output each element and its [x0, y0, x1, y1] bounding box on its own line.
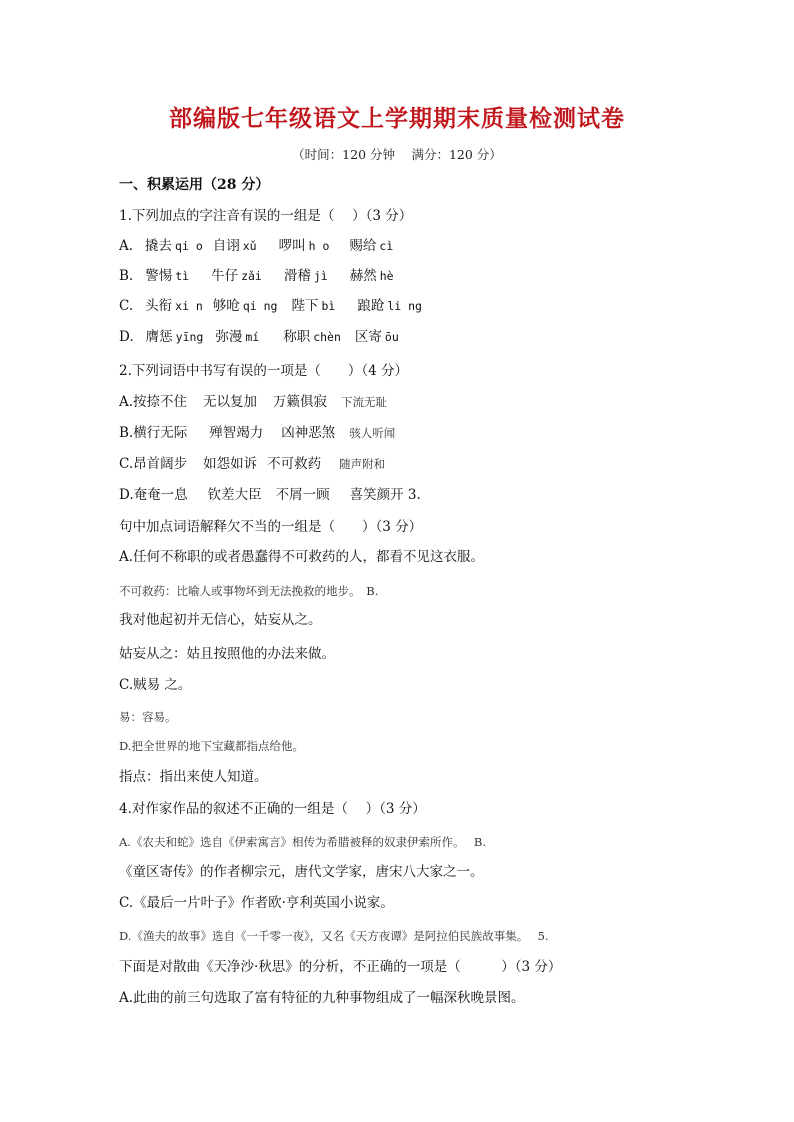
q3-option-c-explanation: 易：容易。 — [119, 710, 177, 724]
pinyin: qi ng — [242, 299, 278, 313]
q4-option-b: 《童区寄传》的作者柳宗元，唐代文学家，唐宋八大家之一。 — [119, 864, 484, 880]
word: 随声附和 — [339, 457, 386, 471]
q5-option-a: A.此曲的前三句选取了富有特征的九种事物组成了一幅深秋晚景图。 — [119, 990, 525, 1006]
word: 喜笑颜开 3. — [349, 487, 421, 503]
word: 万籁俱寂 — [273, 394, 328, 410]
option-label: D. — [119, 329, 134, 345]
pinyin: ōu — [384, 330, 399, 344]
word: A.按捺不住 — [119, 394, 188, 410]
word: 赐给 — [349, 238, 377, 254]
pinyin: h o — [308, 239, 330, 253]
q3-option-a-sentence: A.任何不称职的或者愚蠢得不可救药的人，都看不见这衣服。 — [119, 549, 485, 565]
pinyin: cì — [379, 239, 394, 253]
pinyin: li ng — [387, 299, 422, 313]
word: 踉跄 — [357, 298, 385, 314]
q4-option-c: C.《最后一片叶子》作者欧·亨利英国小说家。 — [119, 895, 394, 911]
pinyin: hè — [379, 269, 394, 283]
q2-stem: 2.下列词语中书写有误的一项是（ ）（4 分） — [119, 363, 409, 379]
pinyin: xi n — [175, 299, 203, 313]
word: 区寄 — [354, 329, 382, 345]
exam-title: 部编版七年级语文上学期期末质量检测试卷 — [169, 106, 625, 132]
word: 够呛 — [212, 298, 240, 314]
word: 自诩 — [212, 238, 240, 254]
q2-option-c — [119, 455, 385, 473]
q4-stem: 4.对作家作品的叙述不正确的一组是（ ）（3 分） — [119, 801, 426, 817]
pinyin: zǎi — [241, 269, 262, 283]
word: 滑稽 — [283, 268, 311, 284]
word: B.横行无际 — [119, 425, 188, 441]
word: 不屑一顾 — [275, 487, 330, 503]
q1-option-a — [119, 237, 393, 255]
q1-option-c — [119, 297, 422, 315]
q5-stem: 下面是对散曲《天净沙·秋思》的分析，不正确的一项是（ ）（3 分） — [119, 959, 562, 975]
q3-option-d-explanation: 指点：指出来使人知道。 — [119, 769, 268, 785]
q1-option-b — [119, 267, 394, 285]
word: 骇人听闻 — [349, 426, 396, 440]
word: 不可救药 — [267, 456, 322, 472]
q3-option-b-explanation: 姑妄从之：姑且按照他的办法来做。 — [119, 646, 335, 662]
word: 钦差大臣 — [207, 487, 262, 503]
word: 撬去 — [145, 238, 173, 254]
q2-option-d — [119, 486, 421, 504]
word: C.昂首阔步 — [119, 456, 188, 472]
pinyin: xǔ — [242, 239, 257, 253]
exam-subtitle: （时间：120 分钟 满分：120 分） — [292, 147, 502, 162]
q1-option-d — [119, 328, 399, 346]
pinyin: mí — [245, 330, 260, 344]
option-label: A. — [119, 238, 134, 254]
pinyin: chèn — [313, 330, 341, 344]
q3-option-d-sentence: D.把全世界的地下宝藏都指点给他。 — [119, 739, 304, 753]
word: 牛仔 — [211, 268, 239, 284]
word: 头衔 — [145, 298, 173, 314]
q3-option-a-explanation: 不可救药：比喻人或事物坏到无法挽救的地步。 B. — [119, 584, 379, 598]
word: 警惕 — [145, 268, 173, 284]
pinyin: bì — [321, 299, 336, 313]
q3-stem: 句中加点词语解释欠不当的一组是（ ）（3 分） — [119, 519, 423, 535]
word: 无以复加 — [203, 394, 258, 410]
section-heading: 一、积累运用（28 分） — [119, 177, 270, 193]
word: 凶神恶煞 — [281, 425, 336, 441]
q2-option-b — [119, 424, 395, 442]
q4-option-a: A.《农夫和蛇》选自《伊索寓言》相传为希腊被释的奴隶伊索所作。 B. — [119, 835, 486, 849]
word: 下流无耻 — [341, 395, 388, 409]
q3-option-b-sentence: 我对他起初并无信心，姑妄从之。 — [119, 612, 322, 628]
word: 殚智竭力 — [209, 425, 264, 441]
word: 如怨如诉 — [203, 456, 258, 472]
word: 称职 — [283, 329, 311, 345]
pinyin: yīng — [175, 330, 204, 344]
option-label: C. — [119, 298, 134, 314]
option-label: B. — [119, 268, 134, 284]
pinyin: tì — [175, 269, 190, 283]
pinyin: qi o — [175, 239, 203, 253]
word: 膺惩 — [145, 329, 173, 345]
word: 陛下 — [291, 298, 319, 314]
word: 赫然 — [349, 268, 377, 284]
word: 弥漫 — [215, 329, 243, 345]
word: D.奄奄一息 — [119, 487, 188, 503]
q3-option-c-sentence: C.贼易 之。 — [119, 677, 192, 693]
q4-option-d: D.《渔夫的故事》选自《一千零一夜》，又名《天方夜谭》是阿拉伯民族故事集。 5. — [119, 929, 549, 943]
pinyin: jì — [313, 269, 328, 283]
word: 啰叫 — [278, 238, 306, 254]
q2-option-a — [119, 393, 387, 411]
q1-stem: 1.下列加点的字注音有误的一组是（ ）（3 分） — [119, 208, 413, 224]
